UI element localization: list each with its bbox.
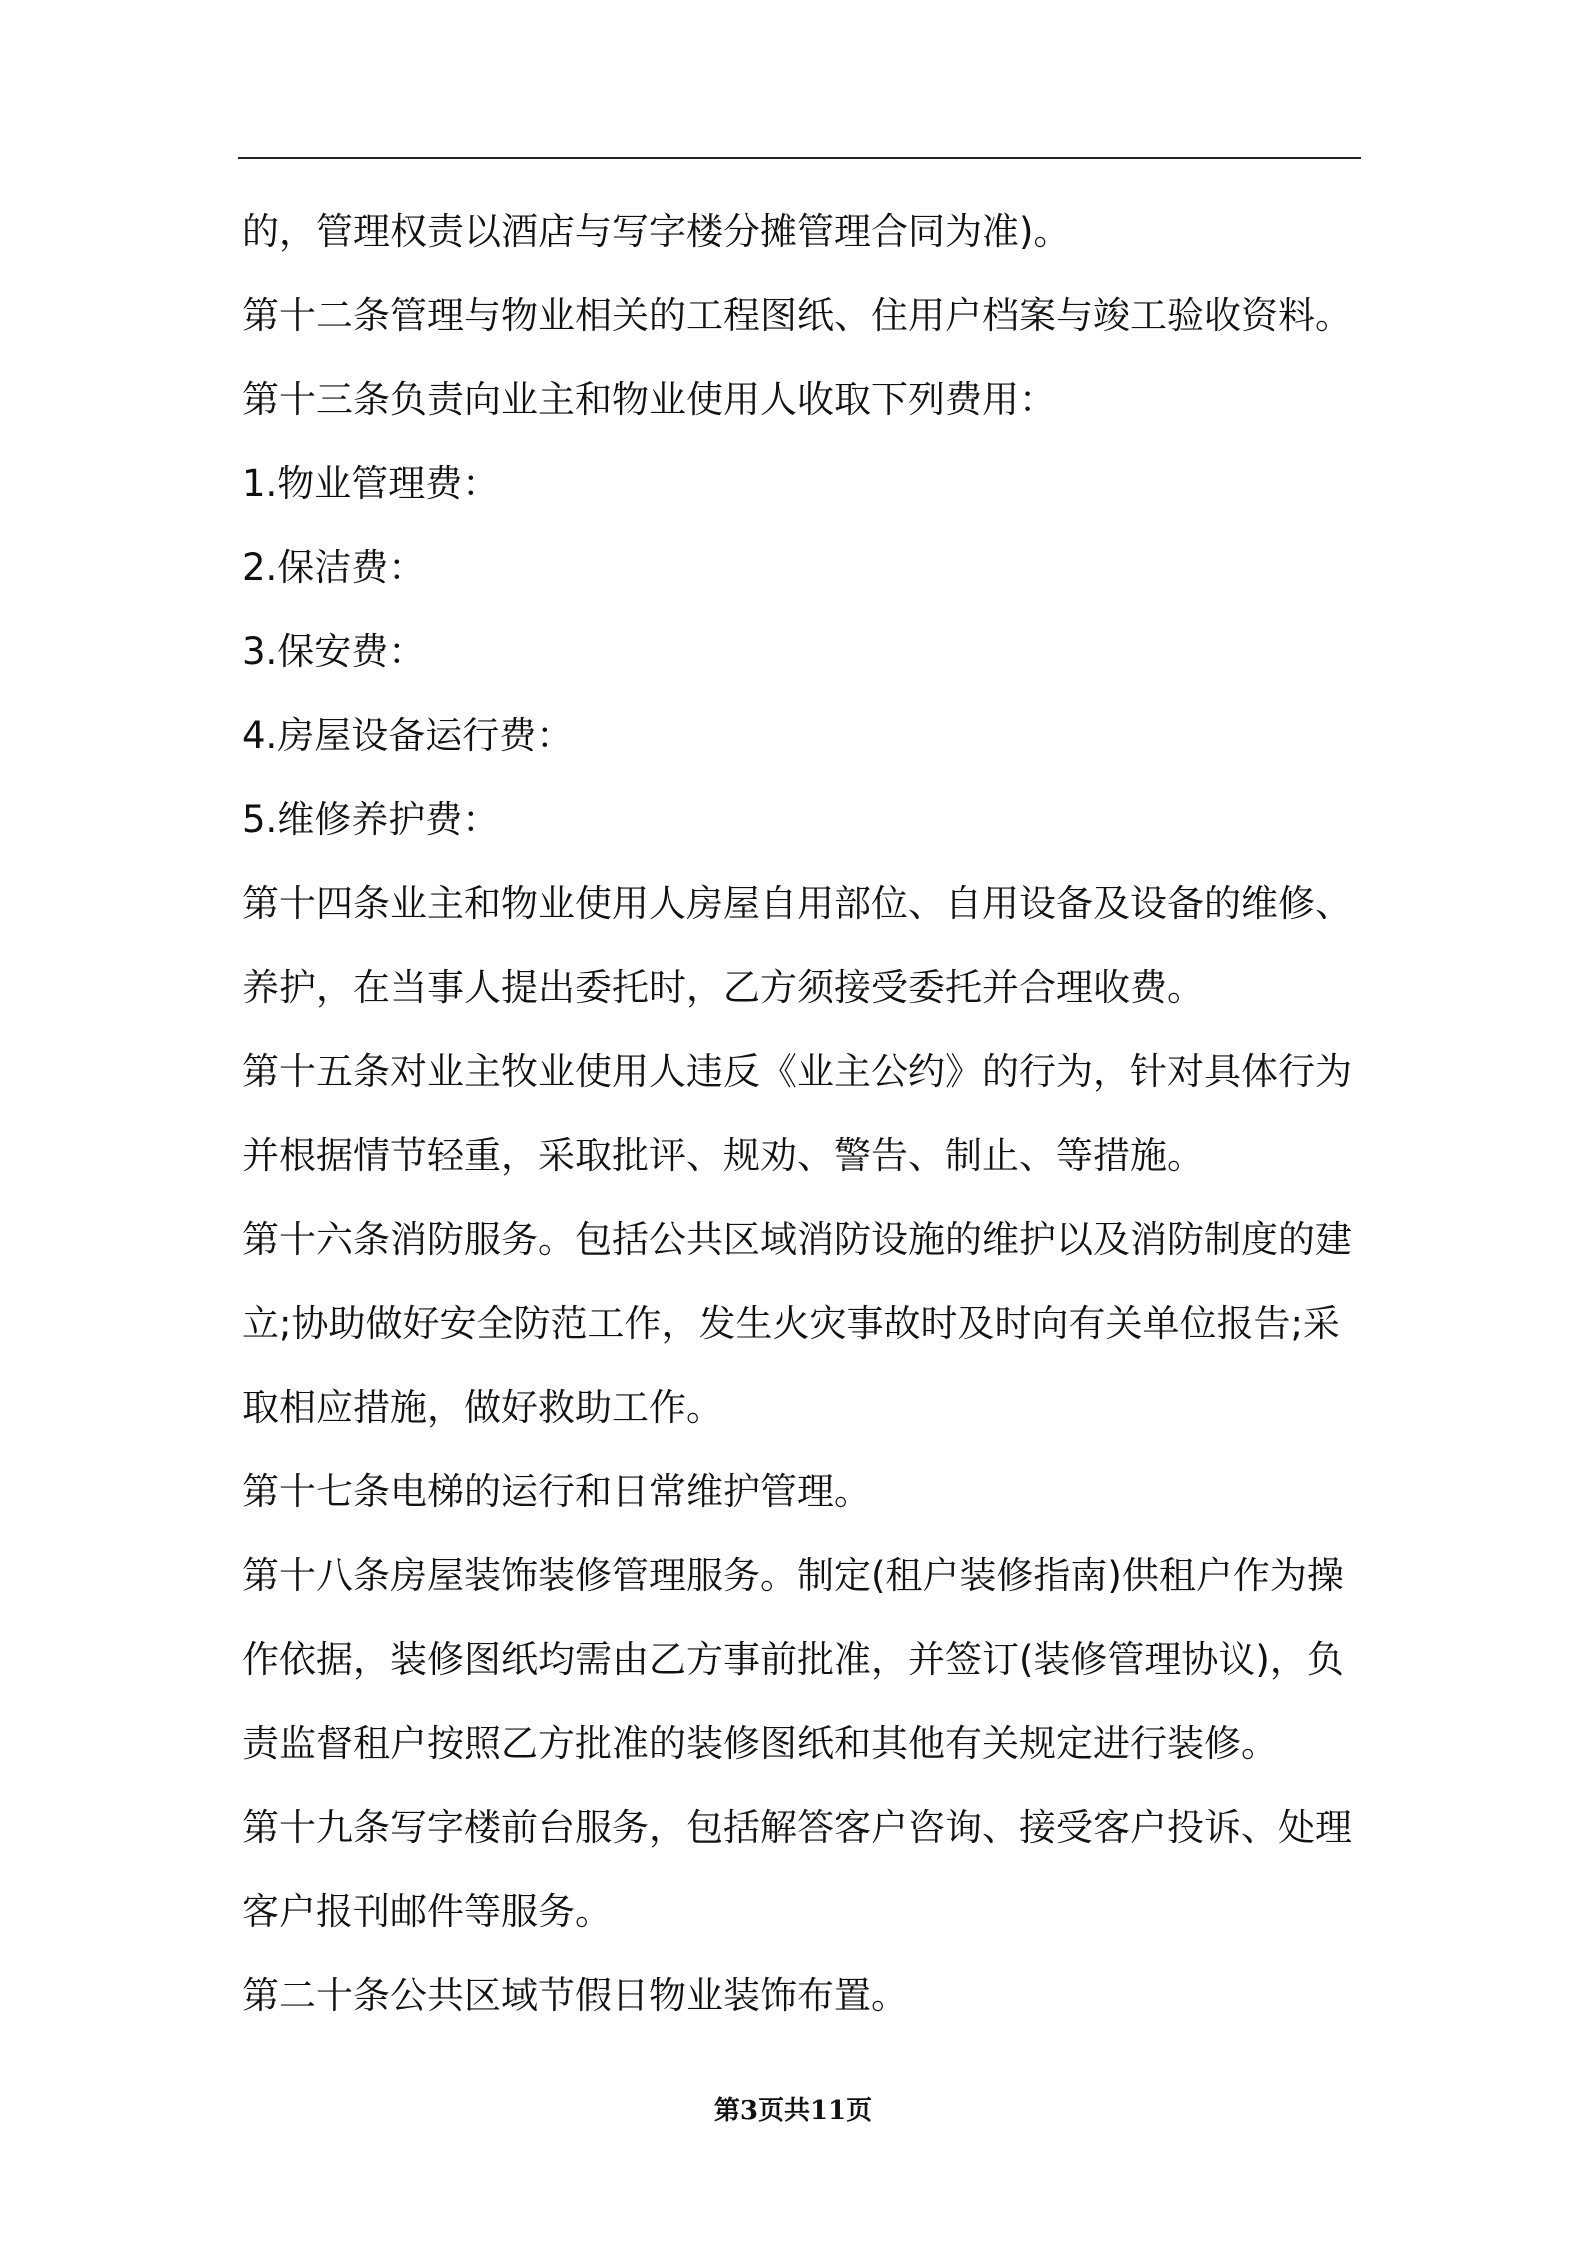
text-line: 立;协助做好安全防范工作，发生火灾事故时及时向有关单位报告;采 — [242, 1302, 1340, 1345]
text-line: 第十八条房屋装饰装修管理服务。制定(租户装修指南)供租户作为操 — [242, 1554, 1344, 1597]
text-line: 的，管理权责以酒店与写字楼分摊管理合同为准)。 — [242, 210, 1071, 253]
text-line: 1.物业管理费： — [242, 462, 500, 505]
text-line: 作依据，装修图纸均需由乙方事前批准，并签订(装修管理协议)，负 — [242, 1638, 1344, 1681]
text-line: 4.房屋设备运行费： — [242, 714, 574, 757]
text-line: 并根据情节轻重，采取批评、规劝、警告、制止、等措施。 — [242, 1134, 1204, 1177]
text-line: 第二十条公共区域节假日物业装饰布置。 — [242, 1974, 908, 2017]
text-line: 第十七条电梯的运行和日常维护管理。 — [242, 1470, 871, 1513]
text-line: 第十九条写字楼前台服务，包括解答客户咨询、接受客户投诉、处理 — [242, 1806, 1352, 1849]
text-line: 5.维修养护费： — [242, 798, 500, 841]
text-line: 取相应措施，做好救助工作。 — [242, 1386, 723, 1429]
header-rule — [238, 157, 1361, 159]
text-line: 3.保安费： — [242, 630, 426, 673]
text-line: 第十二条管理与物业相关的工程图纸、住用户档案与竣工验收资料。 — [242, 294, 1352, 337]
text-line: 养护，在当事人提出委托时，乙方须接受委托并合理收费。 — [242, 966, 1204, 1009]
document-body — [242, 190, 1362, 2038]
text-line: 客户报刊邮件等服务。 — [242, 1890, 612, 1933]
text-line: 第十六条消防服务。包括公共区域消防设施的维护以及消防制度的建 — [242, 1218, 1352, 1261]
text-line: 2.保洁费： — [242, 546, 426, 589]
text-line: 第十三条负责向业主和物业使用人收取下列费用： — [242, 378, 1056, 421]
text-line: 责监督租户按照乙方批准的装修图纸和其他有关规定进行装修。 — [242, 1722, 1278, 1765]
text-line: 第十四条业主和物业使用人房屋自用部位、自用设备及设备的维修、 — [242, 882, 1352, 925]
page-number: 第3页共11页 — [713, 2096, 873, 2126]
text-line: 第十五条对业主牧业使用人违反《业主公约》的行为，针对具体行为 — [242, 1050, 1352, 1093]
